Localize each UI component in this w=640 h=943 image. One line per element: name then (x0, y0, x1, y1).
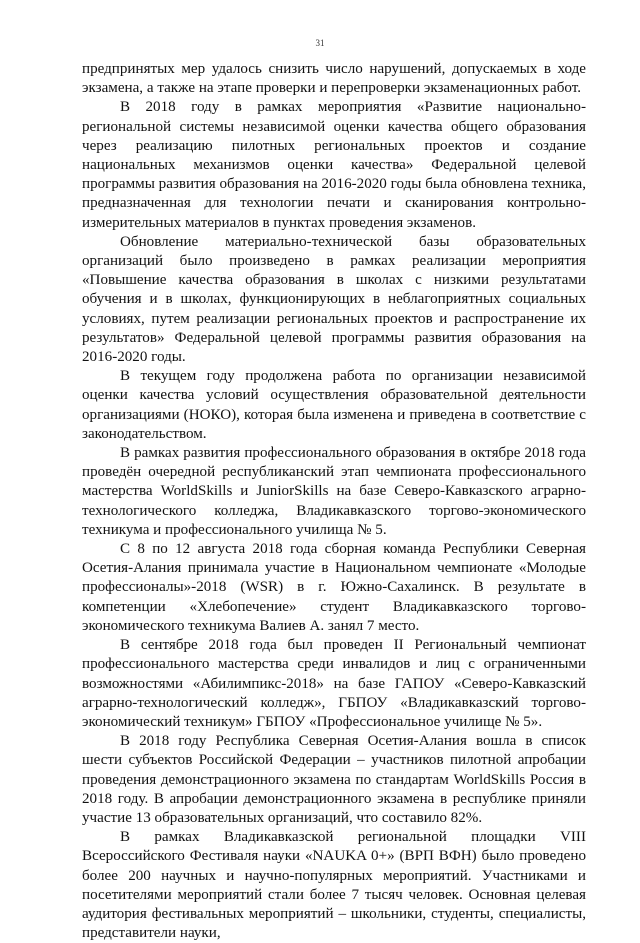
paragraph-science-festival: В рамках Владикавказской региональной площадки VIII Всероссийского Фестиваля науки «NAUKA 0+» (ВРП ВФН) было проведено более 200 научных и научно-популярных мероприятий. Участниками и посетителями мероприятий стали более 7 тысяч человек. Основная целевая аудитория фестивальных мероприятий – школьники, студенты, специалисты, представители науки, (82, 829, 586, 942)
paragraph-abilympics: В сентябре 2018 года был проведен II Региональный чемпионат профессионального мастерства среди инвалидов и лиц с ограниченными возможностями «Абилимпикс-2018» на базе ГАПОУ «Северо-Кавказский аграрно-технологический колледж», ГБПОУ «Владикавказский торгово-экономический техникум» ГБПОУ «Профессиональное училище № 5». (82, 637, 586, 730)
paragraph-noko: В текущем году продолжена работа по организации независимой оценки качества условий осуществления образовательной деятельности организациями (НОКО), которая была изменена и приведена в соответствие с законодательством. (82, 368, 586, 442)
paragraph-demo-exam: В 2018 году Республика Северная Осетия-Алания вошла в список шести субъектов Российской Федерации – участников пилотной апробации проведения демонстрационного экзамена по стандартам WorldSkills Россия в 2018 году. В апробации демонстрационного экзамена в республике приняли участие 13 образовательных организаций, что составило 82%. (82, 733, 586, 826)
page-number: 31 (315, 38, 325, 48)
paragraph-worldskills: В рамках развития профессионального образования в октябре 2018 года проведён очередной республиканский этап чемпионата профессионального мастерства WorldSkills и JuniorSkills на базе Северо-Кавказского аграрно-технологического колледжа, Владикавказского торгово-экономического техникума и профессионального училища № 5. (82, 445, 586, 538)
paragraph-national-championship: С 8 по 12 августа 2018 года сборная команда Республики Северная Осетия-Алания принимала участие в Национальном чемпионате «Молодые профессионалы»-2018 (WSR) в г. Южно-Сахалинск. В результате в компетенции «Хлебопечение» студент Владикавказского торгово-экономического техникума Валиев А. занял 7 место. (82, 541, 586, 634)
paragraph-material-base: Обновление материально-технической базы образовательных организаций было произведено в рамках реализации мероприятия «Повышение качества образования в школах с низкими результатами обучения и в школах, функционирующих в неблагоприятных социальных условиях, путем реализации региональных проектов и распространение их результатов» Федеральной целевой программы развития образования на 2016-2020 годы. (82, 233, 586, 366)
paragraph-equipment-update: В 2018 году в рамках мероприятия «Развитие национально-региональной системы независимой оценки качества общего образования через реализацию пилотных региональных проектов и создание национальных механизмов оценки качества» Федеральной целевой программы развития образования на 2016-2020 годы была обновлена техника, предназначенная для технологии печати и сканирования контрольно-измерительных материалов в пунктах проведения экзаменов. (82, 99, 586, 231)
document-body (82, 60, 586, 943)
paragraph-continuation: предпринятых мер удалось снизить число нарушений, допускаемых в ходе экзамена, а также на этапе проверки и перепроверки экзаменационных работ. (82, 61, 586, 97)
